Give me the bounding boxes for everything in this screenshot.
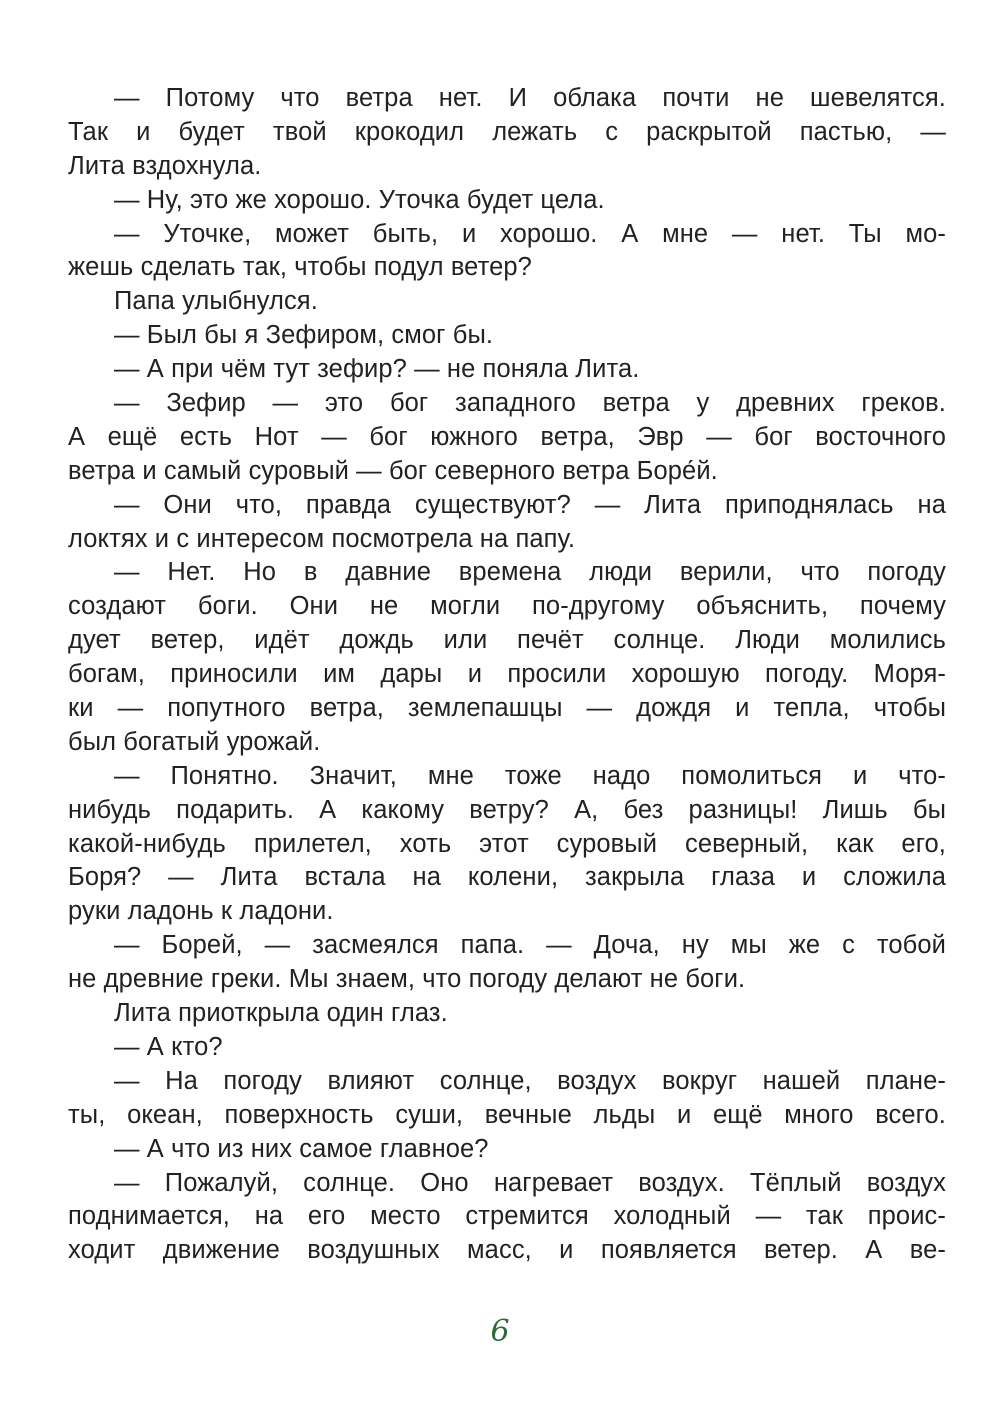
text-line: дует ветер, идёт дождь или печёт солнце. Люди молились (68, 626, 946, 655)
body-text (68, 82, 946, 1268)
text-line: — Ну, это же хорошо. Уточка будет цела. (114, 185, 605, 214)
text-line: Лита вздохнула. (68, 151, 262, 180)
text-line: Лита приоткрыла один глаз. (114, 999, 448, 1028)
text-line: — Был бы я Зефиром, смог бы. (114, 321, 494, 350)
text-line: — А что из них самое главное? (114, 1134, 489, 1163)
text-line: ветра и самый суровый — бог северного ветра Боре́й. (68, 456, 718, 485)
text-line: поднимается, на его место стремится холодный — так проис- (68, 1202, 946, 1231)
text-line: — Нет. Но в давние времена люди верили, что погоду (114, 558, 946, 587)
text-line: был богатый урожай. (68, 727, 321, 756)
text-line: локтях и с интересом посмотрела на папу. (68, 524, 576, 553)
page-number: 6 (490, 1314, 510, 1349)
text-line: — А кто? (114, 1032, 223, 1061)
text-line: не древние греки. Мы знаем, что погоду делают не боги. (68, 965, 746, 994)
text-line: создают боги. Они не могли по-другому объяснить, почему (68, 592, 946, 621)
text-line: — А при чём тут зефир? — не поняла Лита. (114, 355, 640, 384)
text-line: нибудь подарить. А какому ветру? А, без разницы! Лишь бы (68, 795, 946, 824)
text-line: Папа улыбнулся. (114, 287, 318, 316)
text-line: ходит движение воздушных масс, и появляется ветер. А ве- (68, 1236, 946, 1265)
text-line: — Уточке, может быть, и хорошо. А мне — нет. Ты мо- (114, 219, 946, 248)
text-line: ты, океан, поверхность суши, вечные льды и ещё много всего. (68, 1100, 946, 1129)
text-line: жешь сделать так, чтобы подул ветер? (68, 253, 532, 282)
text-line: Боря? — Лита встала на колени, закрыла глаза и сложила (68, 863, 946, 892)
text-line: — Пожалуй, солнце. Оно нагревает воздух. Тёплый воздух (114, 1168, 946, 1197)
text-line: какой-нибудь прилетел, хоть этот суровый северный, как его, (68, 829, 946, 858)
text-line: — На погоду влияют солнце, воздух вокруг нашей плане- (114, 1066, 946, 1095)
text-line: — Борей, — засмеялся папа. — Доча, ну мы же с тобой (114, 931, 946, 960)
text-line: — Понятно. Значит, мне тоже надо помолиться и что- (114, 761, 946, 790)
text-line: А ещё есть Нот — бог южного ветра, Эвр — бог восточного (68, 422, 946, 451)
text-line: руки ладонь к ладони. (68, 897, 334, 926)
text-line: — Потому что ветра нет. И облака почти не шевелятся. (114, 84, 946, 112)
text-line: Так и будет твой крокодил лежать с раскрытой пастью, — (68, 117, 946, 146)
text-line: — Зефир — это бог западного ветра у древних греков. (114, 389, 946, 418)
text-line: ки — попутного ветра, землепашцы — дождя и тепла, чтобы (68, 694, 946, 723)
text-line: богам, приносили им дары и просили хорошую погоду. Моря- (68, 660, 946, 689)
text-line: — Они что, правда существуют? — Лита приподнялась на (114, 490, 946, 519)
